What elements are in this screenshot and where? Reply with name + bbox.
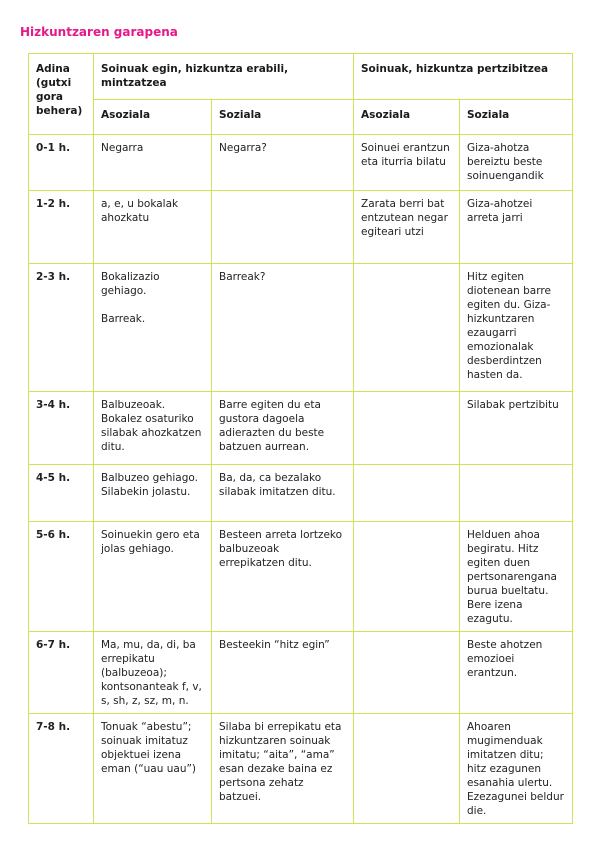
production-social-cell: Besteen arreta lortzeko balbuzeoak errepikatzen ditu. (212, 522, 354, 632)
perception-social-cell: Hitz egiten diotenean barre egiten du. Giza-hizkuntzaren ezaugarri emozionalak desberdintzen hasten da. (460, 264, 573, 392)
perception-asocial-cell: Soinuei erantzun eta iturria bilatu (354, 135, 460, 191)
perception-social-header: Soziala (460, 100, 573, 135)
age-cell: 5-6 h. (29, 522, 94, 632)
perception-asocial-cell (354, 465, 460, 522)
age-cell: 7-8 h. (29, 714, 94, 824)
production-social-cell: Ba, da, ca bezalako silabak imitatzen ditu. (212, 465, 354, 522)
page-title: Hizkuntzaren garapena (20, 25, 178, 39)
table-row (29, 632, 573, 714)
production-social-cell (212, 191, 354, 264)
table-row (29, 264, 573, 392)
table-row (29, 465, 573, 522)
perception-asocial-cell (354, 632, 460, 714)
production-social-cell: Negarra? (212, 135, 354, 191)
perception-social-cell: Giza-ahotzei arreta jarri (460, 191, 573, 264)
perception-social-cell: Beste ahotzen emozioei erantzun. (460, 632, 573, 714)
production-asocial-cell: Balbuzeoak. Bokalez osaturiko silabak ahozkatzen ditu. (94, 392, 212, 465)
table-row (29, 392, 573, 465)
production-asocial-cell: Negarra (94, 135, 212, 191)
production-asocial-text: Barreak. (101, 313, 146, 325)
age-cell: 6-7 h. (29, 632, 94, 714)
age-cell: 4-5 h. (29, 465, 94, 522)
table-row (29, 135, 573, 191)
table-row (29, 522, 573, 632)
production-asocial-cell: Ma, mu, da, di, ba errepikatu (balbuzeoa); kontsonanteak f, v, s, sh, z, sz, m, n. (94, 632, 212, 714)
production-asocial-cell (94, 264, 212, 392)
production-social-header: Soziala (212, 100, 354, 135)
age-cell: 0-1 h. (29, 135, 94, 191)
perception-group-header: Soinuak, hizkuntza pertzibitzea (354, 54, 573, 100)
production-asocial-cell: a, e, u bokalak ahozkatu (94, 191, 212, 264)
production-asocial-text: Bokalizazio gehiago. (101, 271, 160, 297)
age-column-header: Adina (gutxi gora behera) (29, 54, 94, 135)
production-social-cell: Besteekin “hitz egin” (212, 632, 354, 714)
production-asocial-cell: Balbuzeo gehiago. Silabekin jolastu. (94, 465, 212, 522)
production-asocial-cell: Soinuekin gero eta jolas gehiago. (94, 522, 212, 632)
perception-asocial-cell (354, 714, 460, 824)
perception-social-cell: Silabak pertzibitu (460, 392, 573, 465)
perception-social-cell: Ahoaren mugimenduak imitatzen ditu; hitz ezagunen esanahia ulertu. Ezezagunei beldur die. (460, 714, 573, 824)
production-asocial-cell: Tonuak “abestu”; soinuak imitatuz objektuei izena eman (“uau uau”) (94, 714, 212, 824)
perception-asocial-cell (354, 392, 460, 465)
production-group-header: Soinuak egin, hizkuntza erabili, mintzatzea (94, 54, 354, 100)
production-social-cell: Barre egiten du eta gustora dagoela adierazten du beste batzuen aurrean. (212, 392, 354, 465)
perception-asocial-cell (354, 264, 460, 392)
production-asocial-header: Asoziala (94, 100, 212, 135)
production-social-cell: Silaba bi errepikatu eta hizkuntzaren soinuak imitatu; “aita”, “ama” esan dezake baina ez pertsona zehatz batzuei. (212, 714, 354, 824)
perception-social-cell (460, 465, 573, 522)
production-social-cell: Barreak? (212, 264, 354, 392)
perception-social-cell: Helduen ahoa begiratu. Hitz egiten duen pertsonarengana burua bueltatu. Bere izena ezagutu. (460, 522, 573, 632)
perception-asocial-header: Asoziala (354, 100, 460, 135)
perception-social-cell: Giza-ahotza bereiztu beste soinuengandik (460, 135, 573, 191)
age-cell: 1-2 h. (29, 191, 94, 264)
table-row (29, 191, 573, 264)
age-cell: 2-3 h. (29, 264, 94, 392)
language-development-table (28, 53, 573, 824)
perception-asocial-cell: Zarata berri bat entzutean negar egiteari utzi (354, 191, 460, 264)
age-cell: 3-4 h. (29, 392, 94, 465)
perception-asocial-cell (354, 522, 460, 632)
table-row (29, 714, 573, 824)
